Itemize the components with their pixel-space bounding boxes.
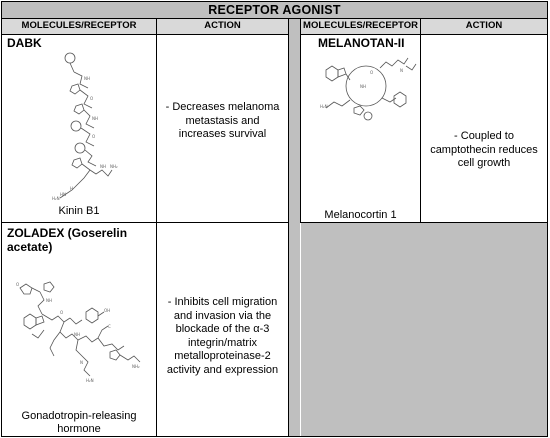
svg-text:O: O (370, 70, 374, 75)
svg-text:NH: NH (92, 116, 98, 121)
molecule-name-dabk: DABK (7, 36, 42, 50)
svg-text:O: O (92, 134, 96, 139)
header-left-molecules: MOLECULES/RECEPTOR (2, 19, 156, 34)
receptor-gnrh: Gonadotropin-releasing hormone (21, 410, 137, 435)
svg-text:HN: HN (60, 192, 66, 197)
svg-text:H₂N: H₂N (86, 378, 94, 383)
molecule-name-melanotan-ii: MELANOTAN-II (318, 36, 405, 50)
svg-text:NH: NH (84, 76, 90, 81)
svg-text:NH₂: NH₂ (110, 164, 118, 169)
svg-text:NH: NH (360, 84, 366, 89)
receptor-kinin-b1: Kinin B1 (58, 205, 100, 217)
svg-text:N: N (80, 360, 83, 365)
svg-text:O: O (60, 310, 64, 315)
svg-text:C: C (108, 324, 111, 329)
svg-text:NH: NH (74, 332, 80, 337)
svg-text:H₂N: H₂N (52, 196, 60, 201)
svg-text:NH: NH (100, 164, 106, 169)
action-dabk: - Decreases melanoma metastasis and increases survival (165, 101, 280, 140)
action-melanotan-ii: - Coupled to camptothecin reduces cell growth (430, 130, 538, 169)
svg-text:NH₂: NH₂ (132, 364, 140, 369)
grid-line (156, 19, 157, 436)
molecule-name-zoladex: ZOLADEX (Goserelin acetate) (7, 226, 128, 254)
svg-text:NH: NH (46, 298, 52, 303)
melanotan-ii-structure-image (320, 52, 418, 122)
grid-line (2, 34, 289, 35)
svg-text:N: N (400, 68, 403, 73)
dabk-structure-image (50, 50, 120, 200)
receptor-melanocortin-1: Melanocortin 1 (324, 209, 397, 221)
header-right-molecules: MOLECULES/RECEPTOR (301, 19, 420, 34)
grid-line (300, 19, 301, 223)
zoladex-structure-image (14, 278, 144, 388)
divider-column (289, 19, 300, 436)
receptor-agonist-table (1, 1, 548, 437)
grid-line (300, 34, 547, 35)
svg-text:H: H (70, 186, 74, 191)
svg-text:OH: OH (104, 308, 111, 313)
table-title: RECEPTOR AGONIST (2, 2, 547, 19)
header-right-action: ACTION (421, 19, 547, 34)
grid-line (300, 222, 547, 223)
action-zoladex: - Inhibits cell migration and invasion via the blockade of the α-3 integrin/matrix metalloproteinase-2 activity and expression (166, 296, 279, 376)
svg-text:H₂N: H₂N (320, 104, 328, 109)
header-left-action: ACTION (157, 19, 288, 34)
svg-text:O: O (16, 282, 20, 287)
grid-line (288, 19, 289, 436)
svg-text:O: O (90, 96, 94, 101)
grid-line (420, 19, 421, 223)
grid-line (2, 222, 289, 223)
empty-region (301, 223, 547, 436)
